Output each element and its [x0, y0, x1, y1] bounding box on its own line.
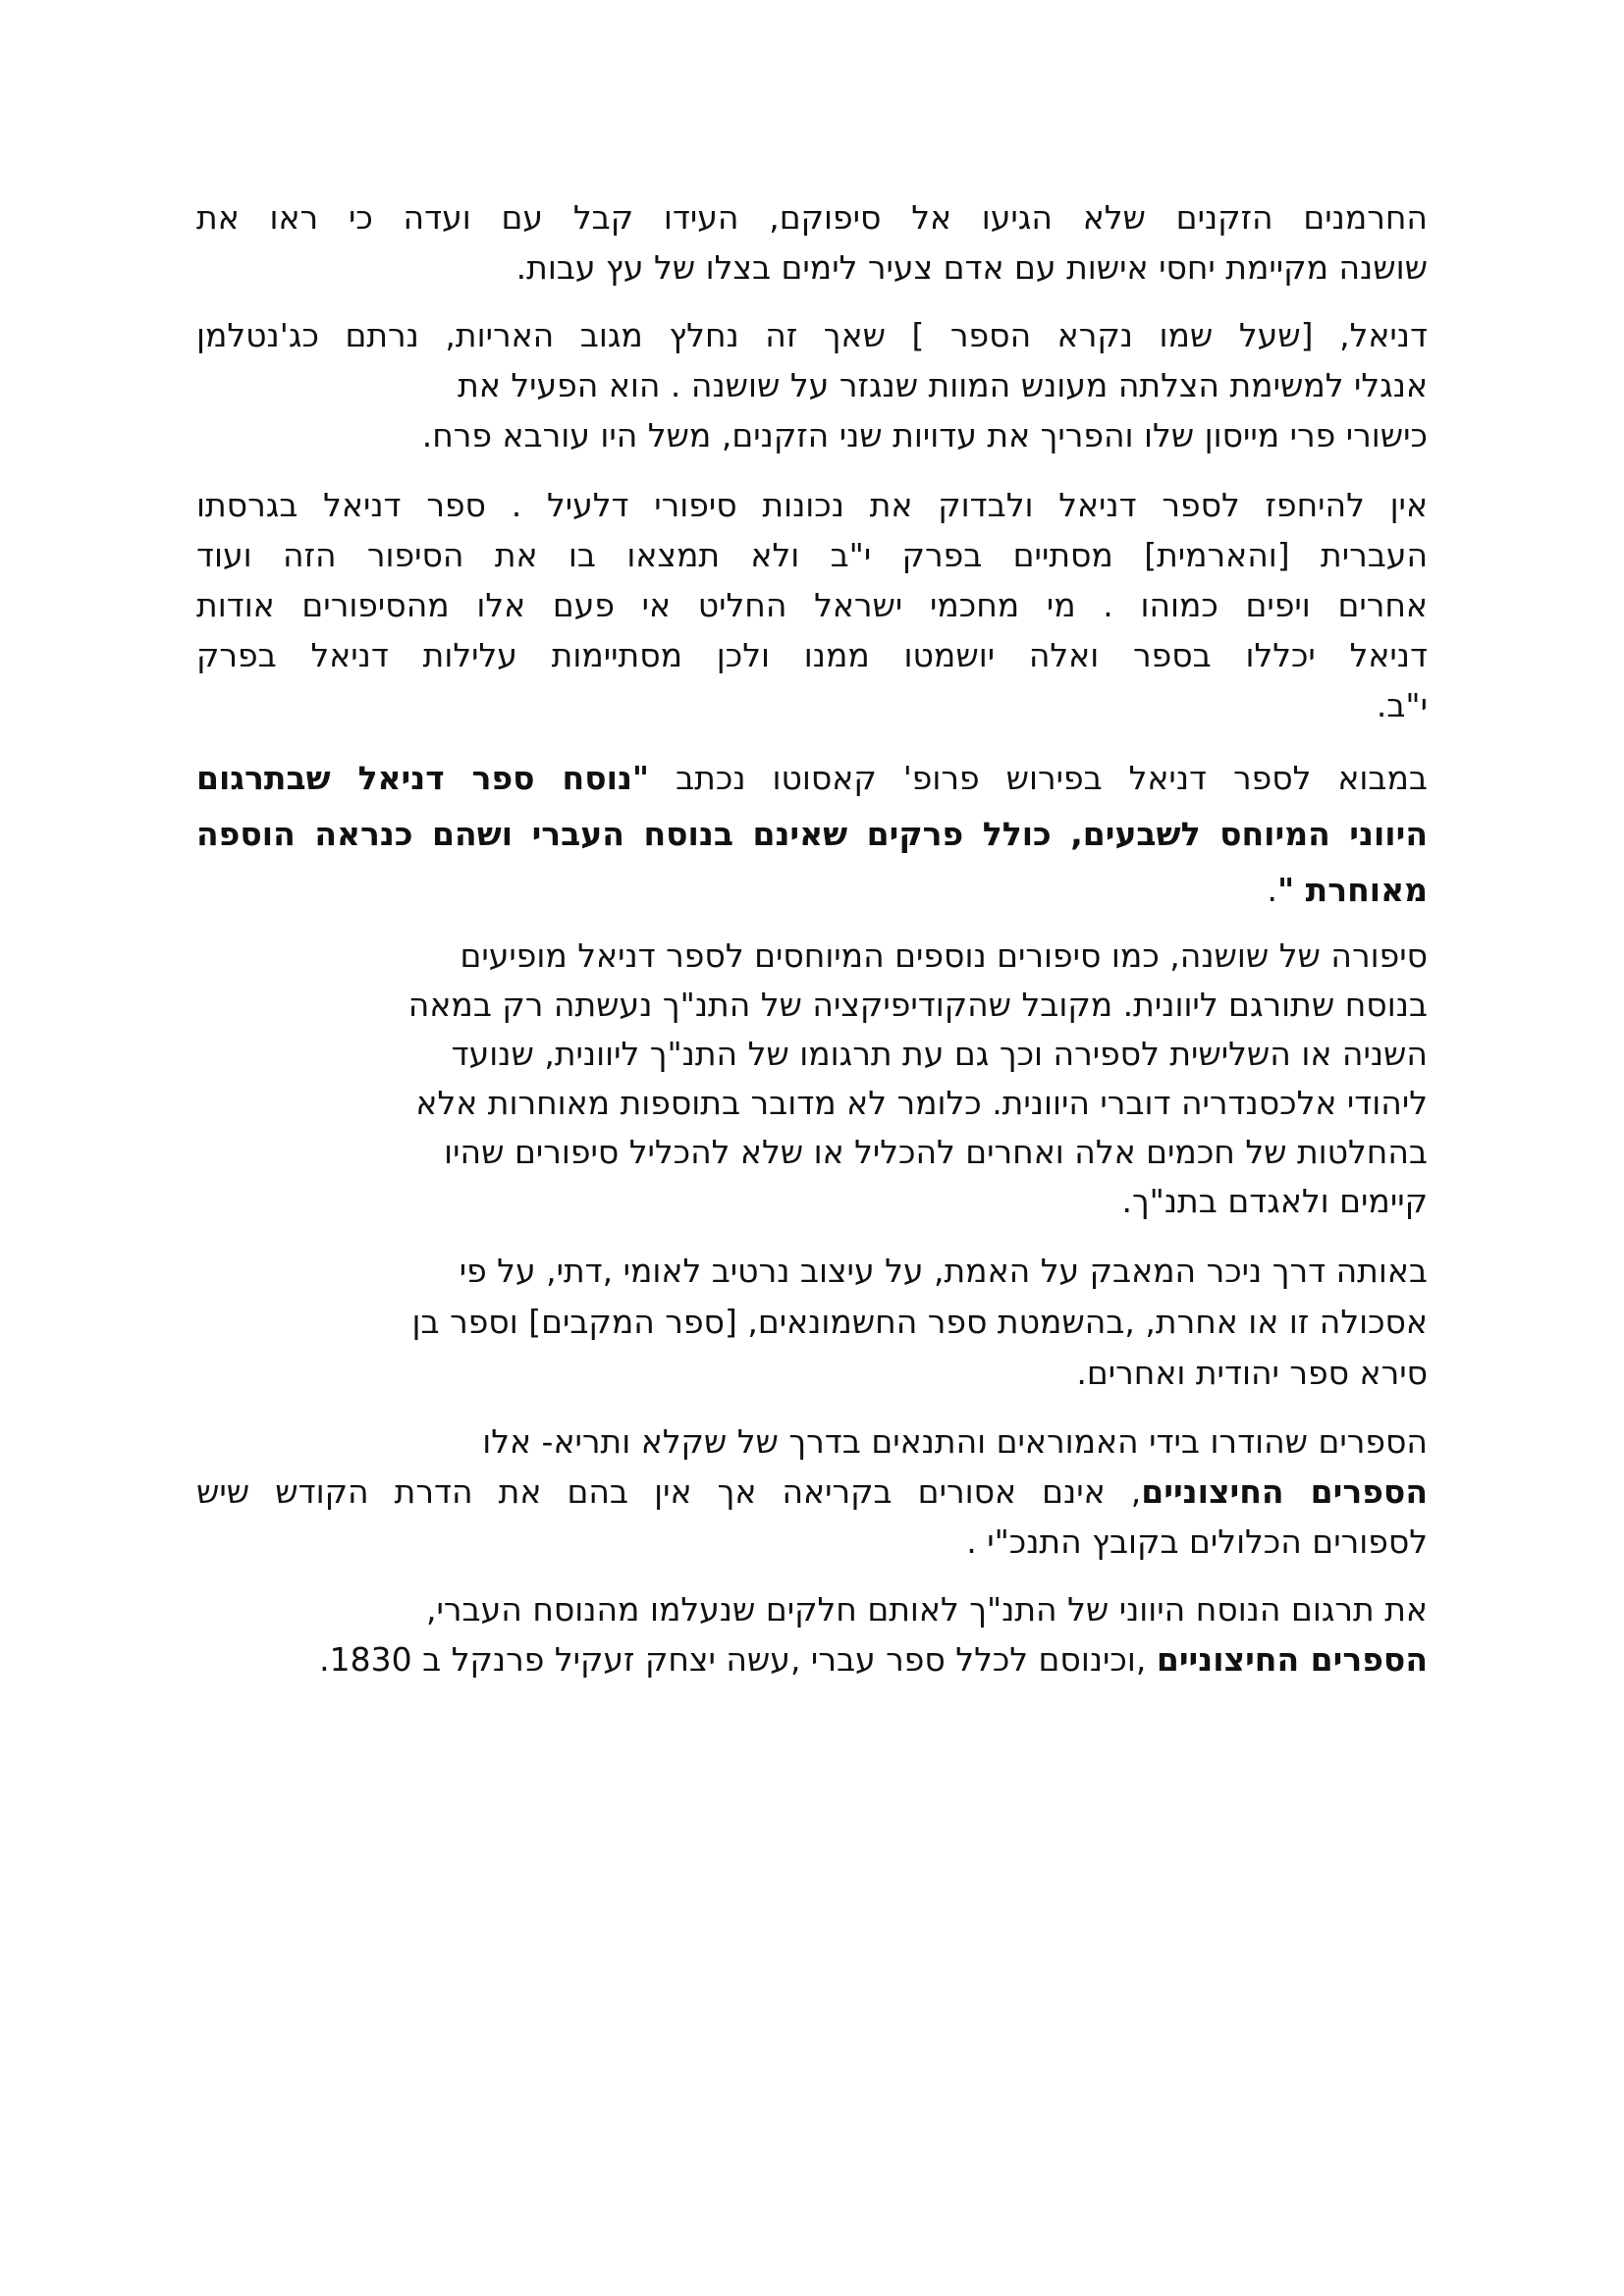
text-line — [196, 1348, 1428, 1399]
paragraph-4 — [196, 750, 1428, 918]
text-line — [196, 630, 1428, 680]
text-run: החרמנים הזקנים שלא הגיעו אל סיפוקם, העידו קבל עם ועדה כי ראו את — [196, 198, 1428, 237]
text-run: בנוסח שתורגם ליוונית. מקובל שהקודיפיקציה של התנ"ך נעשתה רק במאה — [407, 986, 1428, 1024]
text-line — [196, 242, 1428, 293]
text-run: ,וכינוסם לכלל ספר עברי ,עשה יצחק זעקיל פרנקל ב 1830. — [319, 1640, 1157, 1679]
text-line — [196, 862, 1428, 918]
bold-term: הספרים החיצוניים — [1156, 1640, 1428, 1679]
text-line — [196, 932, 1428, 981]
text-line — [196, 1517, 1428, 1567]
text-line — [196, 580, 1428, 630]
text-line — [196, 806, 1428, 862]
text-run: הספרים שהודרו בידי האמוראים והתנאים בדרך של שקלא ותריא- אלו — [482, 1422, 1428, 1461]
text-line — [196, 1467, 1428, 1517]
paragraph-8 — [196, 1584, 1428, 1684]
text-run: ליהודי אלכסנדריה דוברי היוונית. כלומר לא מדובר בתוספות מאוחרות אלא — [415, 1084, 1428, 1122]
text-line — [196, 1246, 1428, 1297]
text-line — [196, 680, 1428, 730]
paragraph-6 — [196, 1246, 1428, 1399]
text-line — [196, 360, 1428, 410]
text-line — [196, 1297, 1428, 1348]
text-line — [196, 750, 1428, 806]
text-run: אסכולה זו או אחרת, ,בהשמטת ספר החשמונאים, [ספר המקבים] וספר בן — [411, 1303, 1428, 1341]
text-line — [196, 1079, 1428, 1128]
text-run: את תרגום הנוסח היווני של התנ"ך לאותם חלקים שנעלמו מהנוסח העברי, — [426, 1590, 1428, 1629]
text-run: קיימים ולאגדם בתנ"ך. — [1121, 1182, 1428, 1220]
bold-quote: "נוסח ספר דניאל שבתרגום — [196, 759, 650, 797]
text-line — [196, 1634, 1428, 1684]
text-run: במבוא לספר דניאל בפירוש פרופ' קאסוטו נכתב — [649, 759, 1428, 797]
text-line — [196, 530, 1428, 580]
paragraph-1 — [196, 192, 1428, 293]
text-line — [196, 480, 1428, 530]
text-run: דניאל, [שעל שמו נקרא הספר ] שאך זה נחלץ מגוב האריות, נרתם כג'נטלמן — [196, 316, 1428, 354]
text-run: כישורי פרי מייסון שלו והפריך את עדויות שני הזקנים, משל היו עורבא פרח. — [421, 416, 1428, 454]
text-run: אין להיחפז לספר דניאל ולבדוק את נכונות סיפורי דלעיל . ספר דניאל בגרסתו — [196, 486, 1428, 524]
text-run: אחרים ויפים כמוהו . מי מחכמי ישראל החליט אי פעם אלו מהסיפורים אודות — [196, 586, 1428, 624]
text-run: באותה דרך ניכר המאבק על האמת, על עיצוב נרטיב לאומי ,דתי, על פי — [459, 1252, 1428, 1290]
text-run: דניאל יכללו בספר ואלה יושמטו ממנו ולכן מסתיימות עלילות דניאל בפרק — [196, 636, 1428, 674]
bold-quote: היווני המיוחס לשבעים, כולל פרקים שאינם בנוסח העברי ושהם כנראה הוספה — [196, 815, 1428, 853]
text-run: העברית [והארמית] מסתיים בפרק י"ב ולא תמצאו בו את הסיפור הזה ועוד — [196, 536, 1428, 574]
document-body — [196, 192, 1428, 1704]
text-run: . — [1267, 871, 1277, 909]
paragraph-7 — [196, 1416, 1428, 1567]
bold-term: הספרים החיצוניים — [1141, 1472, 1428, 1511]
text-run: שושנה מקיימת יחסי אישות עם אדם צעיר לימים בצלו של עץ עבות. — [515, 248, 1428, 287]
paragraph-5 — [196, 932, 1428, 1226]
text-run: בהחלטות של חכמים אלה ואחרים להכליל או שלא להכליל סיפורים שהיו — [444, 1133, 1428, 1171]
paragraph-2 — [196, 310, 1428, 460]
text-line — [196, 1030, 1428, 1079]
text-run: , אינם אסורים בקריאה אך אין בהם את הדרת הקודש שיש — [196, 1472, 1142, 1511]
text-line — [196, 1416, 1428, 1467]
text-line — [196, 981, 1428, 1030]
text-run: אנגלי למשימת הצלתה מעונש המוות שנגזר על שושנה . הוא הפעיל את — [458, 366, 1428, 404]
text-run: י"ב. — [1376, 686, 1428, 724]
text-run: סיפורה של שושנה, כמו סיפורים נוספים המיוחסים לספר דניאל מופיעים — [460, 936, 1428, 975]
text-line — [196, 192, 1428, 242]
paragraph-3 — [196, 480, 1428, 730]
text-line — [196, 1177, 1428, 1226]
text-run: סירא ספר יהודית ואחרים. — [1076, 1354, 1428, 1392]
text-line — [196, 1584, 1428, 1634]
text-run: השניה או השלישית לספירה וכך גם עת תרגומו של התנ"ך ליוונית, שנועד — [451, 1035, 1428, 1073]
bold-quote: מאוחרת " — [1277, 871, 1428, 909]
text-run: לספורים הכלולים בקובץ התנכ"י . — [966, 1522, 1428, 1561]
text-line — [196, 310, 1428, 360]
text-line — [196, 1128, 1428, 1177]
text-line — [196, 410, 1428, 460]
